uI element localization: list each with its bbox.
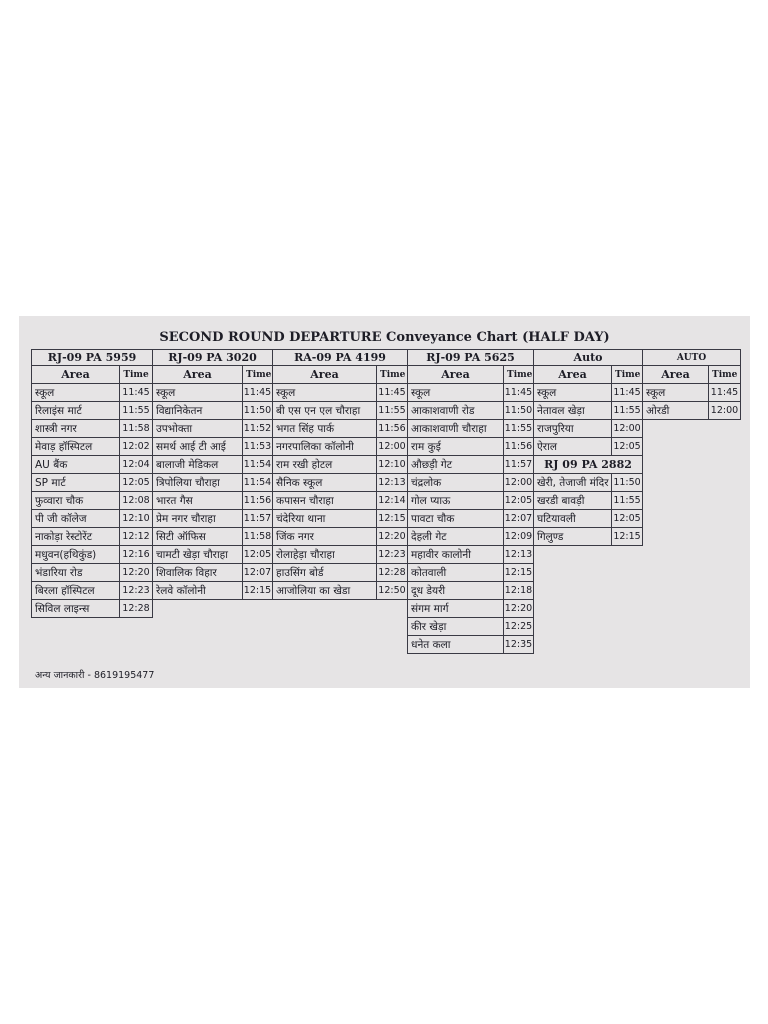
stop-area: AU बैंक xyxy=(32,456,120,474)
stop-area: राम कुई xyxy=(408,438,504,456)
stop-time: 11:55 xyxy=(120,402,153,420)
stop-row xyxy=(408,420,534,438)
stop-row xyxy=(153,546,273,564)
stop-time: 12:16 xyxy=(120,546,153,564)
stop-time: 12:05 xyxy=(120,474,153,492)
bus-number: RJ-09 PA 5959 xyxy=(32,350,153,366)
stop-time: 12:14 xyxy=(377,492,408,510)
stop-time: 12:50 xyxy=(377,582,408,600)
stop-time: 12:23 xyxy=(120,582,153,600)
stop-time: 12:00 xyxy=(504,474,534,492)
stop-area: स्कूल xyxy=(32,384,120,402)
stop-row xyxy=(153,510,273,528)
stop-time: 11:56 xyxy=(504,438,534,456)
stop-area: दूध डेयरी xyxy=(408,582,504,600)
stop-row xyxy=(408,510,534,528)
stop-time: 11:45 xyxy=(243,384,273,402)
stop-time: 12:00 xyxy=(709,402,741,420)
stop-row xyxy=(408,600,534,618)
stop-time: 12:20 xyxy=(377,528,408,546)
stop-area: राजपुरिया xyxy=(534,420,612,438)
stop-area: आकाशवाणी चौराहा xyxy=(408,420,504,438)
stop-row xyxy=(32,546,153,564)
stop-row xyxy=(534,474,643,492)
stop-row xyxy=(534,402,643,420)
stop-area: कोतवाली xyxy=(408,564,504,582)
route-table-4 xyxy=(407,349,534,654)
stop-time: 11:58 xyxy=(243,528,273,546)
stop-time: 11:53 xyxy=(243,438,273,456)
time-header: Time xyxy=(243,366,273,384)
stop-time: 11:56 xyxy=(243,492,273,510)
stop-time: 11:45 xyxy=(120,384,153,402)
stop-area: नेतावल खेड़ा xyxy=(534,402,612,420)
stop-area: गोल प्याऊ xyxy=(408,492,504,510)
time-header: Time xyxy=(377,366,408,384)
stop-row xyxy=(273,402,408,420)
route-table-3 xyxy=(272,349,408,600)
stop-row xyxy=(32,582,153,600)
stop-row xyxy=(153,420,273,438)
stop-time: 12:05 xyxy=(612,510,643,528)
stop-area: विद्यानिकेतन xyxy=(153,402,243,420)
stop-area: औछड़ी गेट xyxy=(408,456,504,474)
stop-area: नाकोड़ा रेस्टोरेंट xyxy=(32,528,120,546)
stop-time: 12:04 xyxy=(120,456,153,474)
stop-area: त्रिपोलिया चौराहा xyxy=(153,474,243,492)
stop-area: भंडारिया रोड xyxy=(32,564,120,582)
stop-area: पी जी कॉलेज xyxy=(32,510,120,528)
stop-time: 11:56 xyxy=(377,420,408,438)
stop-row xyxy=(408,456,534,474)
stop-row xyxy=(153,384,273,402)
bus-number: RJ-09 PA 3020 xyxy=(153,350,273,366)
stop-time: 11:55 xyxy=(504,420,534,438)
stop-row xyxy=(408,636,534,654)
stop-row xyxy=(534,492,643,510)
stop-time: 12:12 xyxy=(120,528,153,546)
area-header: Area xyxy=(273,366,377,384)
stop-time: 12:13 xyxy=(504,546,534,564)
contact-info: अन्य जानकारी - 8619195477 xyxy=(35,670,155,681)
area-header: Area xyxy=(643,366,709,384)
stop-time: 12:08 xyxy=(120,492,153,510)
stop-area: स्कूल xyxy=(408,384,504,402)
stop-area: स्कूल xyxy=(534,384,612,402)
stop-row xyxy=(153,564,273,582)
route-table-1 xyxy=(31,349,153,618)
stop-area: पावटा चौक xyxy=(408,510,504,528)
stop-area: मधुवन(हथिकुंड) xyxy=(32,546,120,564)
stop-time: 12:23 xyxy=(377,546,408,564)
stop-time: 11:45 xyxy=(709,384,741,402)
stop-row xyxy=(153,582,273,600)
stop-time: 11:45 xyxy=(504,384,534,402)
stop-time: 11:58 xyxy=(120,420,153,438)
area-header: Area xyxy=(534,366,612,384)
stop-area: बिरला हॉस्पिटल xyxy=(32,582,120,600)
stop-area: बी एस एन एल चौराहा xyxy=(273,402,377,420)
area-header: Area xyxy=(153,366,243,384)
stop-area: बालाजी मेडिकल xyxy=(153,456,243,474)
stop-time: 12:10 xyxy=(120,510,153,528)
stop-area: ऐराल xyxy=(534,438,612,456)
area-header: Area xyxy=(408,366,504,384)
stop-time: 11:52 xyxy=(243,420,273,438)
stop-row xyxy=(32,384,153,402)
stop-row xyxy=(273,438,408,456)
stop-area: धनेत कला xyxy=(408,636,504,654)
bus-number: RA-09 PA 4199 xyxy=(273,350,408,366)
stop-row xyxy=(273,420,408,438)
chart-title: SECOND ROUND DEPARTURE Conveyance Chart (HALF DAY) xyxy=(159,330,610,345)
stop-area: खरडी बावड़ी xyxy=(534,492,612,510)
stop-row xyxy=(32,474,153,492)
stop-area: आजोलिया का खेडा xyxy=(273,582,377,600)
stop-row xyxy=(273,510,408,528)
stop-time: 12:07 xyxy=(504,510,534,528)
stop-time: 12:02 xyxy=(120,438,153,456)
stop-row xyxy=(32,420,153,438)
stop-time: 12:28 xyxy=(377,564,408,582)
stop-row xyxy=(534,384,643,402)
stop-time: 11:54 xyxy=(243,474,273,492)
stop-area: आकाशवाणी रोड xyxy=(408,402,504,420)
stop-area: स्कूल xyxy=(153,384,243,402)
bus-number: Auto xyxy=(534,350,643,366)
stop-time: 11:55 xyxy=(612,492,643,510)
stop-area: चंद्रलोक xyxy=(408,474,504,492)
stop-row xyxy=(273,384,408,402)
stop-row xyxy=(32,528,153,546)
stop-area: कीर खेड़ा xyxy=(408,618,504,636)
stop-row xyxy=(273,582,408,600)
stop-time: 11:54 xyxy=(243,456,273,474)
stop-area: मेवाड़ हॉस्पिटल xyxy=(32,438,120,456)
stop-row xyxy=(534,528,643,546)
stop-area: रिलाइंस मार्ट xyxy=(32,402,120,420)
sub-bus-number: RJ 09 PA 2882 xyxy=(534,456,643,474)
stop-time: 12:00 xyxy=(377,438,408,456)
stop-area: संगम मार्ग xyxy=(408,600,504,618)
stop-row xyxy=(153,438,273,456)
stop-area: स्कूल xyxy=(273,384,377,402)
stop-time: 12:15 xyxy=(612,528,643,546)
stop-row xyxy=(408,618,534,636)
stop-row xyxy=(408,438,534,456)
stop-row xyxy=(408,564,534,582)
stop-area: ओरडी xyxy=(643,402,709,420)
stop-row xyxy=(153,492,273,510)
stop-row xyxy=(643,402,741,420)
stop-row xyxy=(408,384,534,402)
stop-area: घटियावली xyxy=(534,510,612,528)
stop-time: 11:57 xyxy=(243,510,273,528)
stop-row xyxy=(273,456,408,474)
stop-row xyxy=(153,474,273,492)
stop-area: सैनिक स्कूल xyxy=(273,474,377,492)
stop-row xyxy=(643,384,741,402)
area-header: Area xyxy=(32,366,120,384)
stop-time: 11:45 xyxy=(612,384,643,402)
time-header: Time xyxy=(504,366,534,384)
stop-area: सिटी ऑफिस xyxy=(153,528,243,546)
stop-row xyxy=(408,474,534,492)
stop-time: 11:50 xyxy=(243,402,273,420)
stop-time: 12:07 xyxy=(243,564,273,582)
stop-row xyxy=(153,456,273,474)
stop-time: 11:57 xyxy=(504,456,534,474)
stop-time: 11:45 xyxy=(377,384,408,402)
stop-row xyxy=(534,420,643,438)
stop-row xyxy=(273,528,408,546)
stop-row xyxy=(534,438,643,456)
stop-row xyxy=(32,492,153,510)
stop-area: शास्त्री नगर xyxy=(32,420,120,438)
stop-area: रेलवे कॉलोनी xyxy=(153,582,243,600)
stop-row xyxy=(408,402,534,420)
stop-area: SP मार्ट xyxy=(32,474,120,492)
stop-row xyxy=(32,510,153,528)
stop-area: चामटी खेड़ा चौराहा xyxy=(153,546,243,564)
stop-row xyxy=(32,600,153,618)
stop-area: प्रेम नगर चौराहा xyxy=(153,510,243,528)
stop-row xyxy=(32,456,153,474)
stop-area: कपासन चौराहा xyxy=(273,492,377,510)
stop-time: 12:05 xyxy=(612,438,643,456)
stop-row xyxy=(32,438,153,456)
stop-area: शिवालिक विहार xyxy=(153,564,243,582)
time-header: Time xyxy=(120,366,153,384)
stop-time: 12:13 xyxy=(377,474,408,492)
stop-time: 12:20 xyxy=(504,600,534,618)
stop-area: समर्थ आई टी आई xyxy=(153,438,243,456)
stop-row xyxy=(408,582,534,600)
stop-time: 12:15 xyxy=(504,564,534,582)
stop-area: उपभोक्ता xyxy=(153,420,243,438)
conveyance-chart xyxy=(19,316,750,688)
stop-row xyxy=(153,528,273,546)
stop-area: भारत गैस xyxy=(153,492,243,510)
stop-row xyxy=(153,402,273,420)
stop-time: 12:10 xyxy=(377,456,408,474)
stop-time: 11:50 xyxy=(504,402,534,420)
route-table-5 xyxy=(533,349,643,546)
stop-time: 12:18 xyxy=(504,582,534,600)
stop-row xyxy=(273,492,408,510)
stop-row xyxy=(534,510,643,528)
route-table-2 xyxy=(152,349,273,600)
stop-row xyxy=(273,564,408,582)
stop-row xyxy=(408,528,534,546)
stop-time: 11:50 xyxy=(612,474,643,492)
stop-area: देहली गेट xyxy=(408,528,504,546)
stop-row xyxy=(32,402,153,420)
stop-time: 12:35 xyxy=(504,636,534,654)
stop-area: चंदेरिया थाना xyxy=(273,510,377,528)
stop-time: 12:05 xyxy=(504,492,534,510)
time-header: Time xyxy=(612,366,643,384)
stop-area: फुव्वारा चौक xyxy=(32,492,120,510)
stop-area: खेरी, तेजाजी मंदिर xyxy=(534,474,612,492)
stop-row xyxy=(408,492,534,510)
time-header: Time xyxy=(709,366,741,384)
stop-time: 12:15 xyxy=(243,582,273,600)
stop-row xyxy=(32,564,153,582)
stop-time: 12:25 xyxy=(504,618,534,636)
stop-area: जिंक नगर xyxy=(273,528,377,546)
stop-area: स्कूल xyxy=(643,384,709,402)
bus-number: RJ-09 PA 5625 xyxy=(408,350,534,366)
stop-area: नगरपालिका कॉलोनी xyxy=(273,438,377,456)
stop-time: 12:20 xyxy=(120,564,153,582)
stop-time: 12:28 xyxy=(120,600,153,618)
stop-row xyxy=(408,546,534,564)
stop-area: भगत सिंह पार्क xyxy=(273,420,377,438)
stop-area: हाउसिंग बोर्ड xyxy=(273,564,377,582)
stop-row xyxy=(273,474,408,492)
stop-area: गिलुण्ड xyxy=(534,528,612,546)
stop-area: रोलाहेड़ा चौराहा xyxy=(273,546,377,564)
bus-number: AUTO xyxy=(643,350,741,366)
stop-time: 11:55 xyxy=(377,402,408,420)
stop-time: 11:55 xyxy=(612,402,643,420)
stop-area: सिविल लाइन्स xyxy=(32,600,120,618)
stop-time: 12:15 xyxy=(377,510,408,528)
route-table-6 xyxy=(642,349,741,420)
stop-time: 12:09 xyxy=(504,528,534,546)
stop-time: 12:00 xyxy=(612,420,643,438)
stop-time: 12:05 xyxy=(243,546,273,564)
stop-area: राम रखी होटल xyxy=(273,456,377,474)
stop-area: महावीर कालोनी xyxy=(408,546,504,564)
stop-row xyxy=(273,546,408,564)
